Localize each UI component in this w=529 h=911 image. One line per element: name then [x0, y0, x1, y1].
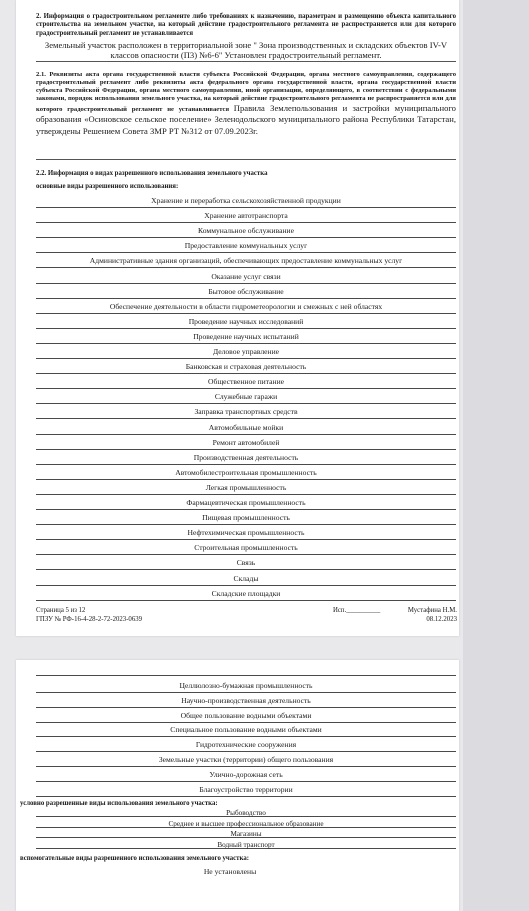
use-row: Хранение автотранспорта [36, 207, 456, 223]
conditional-uses-label: условно разрешенные виды использования земельного участка: [20, 800, 218, 807]
use-row: Целлюлозно-бумажная промышленность [36, 677, 456, 693]
use-row: Нефтехимическая промышленность [36, 524, 456, 540]
use-row: Земельные участки (территории) общего пользования [36, 751, 456, 767]
use-row: Служебные гаражи [36, 388, 456, 404]
use-row: Пищевая промышленность [36, 509, 456, 525]
footer-left [36, 606, 142, 624]
use-row: Водный транспорт [36, 839, 456, 849]
use-row: Научно-производственная деятельность [36, 692, 456, 708]
auxiliary-uses-label: вспомогательные виды разрешенного использования земельного участка: [20, 855, 249, 862]
use-row: Связь [36, 554, 456, 570]
blank-row [36, 674, 456, 676]
executor-name: Мустафина Н.М. [407, 607, 457, 614]
footer-right [333, 606, 457, 624]
divider [36, 159, 456, 160]
use-row: Благоустройство территории [36, 781, 456, 797]
use-row: Деловое управление [36, 343, 456, 359]
section-2-text: Земельный участок расположен в территориальной зоне " Зона производственных и складских объектов IV-V классов опасности (П3) №6-6" Установлен градостроительный регламент. [44, 40, 448, 60]
use-row: Специальное пользование водными объектами [36, 721, 456, 737]
use-row: Производственная деятельность [36, 449, 456, 465]
use-row: Рыбоводство [36, 807, 456, 817]
use-row: Хранение и переработка сельскохозяйственной продукции [36, 192, 456, 208]
use-row: Ремонт автомобилей [36, 434, 456, 450]
use-row: Обеспечение деятельности в области гидрометеорологии и смежных с ней областях [36, 298, 456, 314]
use-row: Автомобильные мойки [36, 419, 456, 435]
page-number: Страница 5 из 12 [36, 607, 86, 614]
section-2-1 [36, 71, 456, 137]
document-id: ГПЗУ № РФ-16-4-28-2-72-2023-0639 [36, 616, 143, 623]
use-row: Проведение научных исследований [36, 313, 456, 329]
use-row: Строительная промышленность [36, 539, 456, 555]
section-2-heading: 2. Информация о градостроительном регламенте либо требованиях к назначению, параметрам и размещению объекта капитального строительства на земельном участке, на который действие градостроительного регламента не распространяется или для которого градостроительный регламент не устанавливается [36, 13, 456, 37]
use-row: Складские площадки [36, 585, 456, 601]
use-row: Проведение научных испытаний [36, 328, 456, 344]
use-row: Оказание услуг связи [36, 268, 456, 284]
use-row: Общественное питание [36, 373, 456, 389]
use-row: Предоставление коммунальных услуг [36, 237, 456, 253]
section-2-2-heading: 2.2. Информация о видах разрешенного использования земельного участка [36, 170, 268, 177]
use-row: Заправка транспортных средств [36, 403, 456, 419]
use-row: Автомобилестроительная промышленность [36, 464, 456, 480]
use-row: Общее пользование водными объектами [36, 707, 456, 723]
use-row: Бытовое обслуживание [36, 283, 456, 299]
use-row: Магазины [36, 828, 456, 838]
divider [36, 61, 456, 62]
use-row: Гидротехнические сооружения [36, 736, 456, 752]
use-row: Склады [36, 570, 456, 586]
section-2-1-heading: 2.1. Реквизиты акта органа государственной власти субъекта Российской Федерации, органа местного самоуправления, содержащего градостроительный регламент либо реквизиты акта федерального органа государственной власти, органа государственной власти субъекта Российской Федерации, органа местного самоуправления, иной организации, определяющего, в соответствии с федеральными законами, порядок использования земельного участка, на который действие градостроительного регламента не распространяется или для которого градостроительный регламент не устанавливается [36, 71, 456, 114]
use-row: Улично-дорожная сеть [36, 766, 456, 782]
document-date: 08.12.2023 [426, 616, 457, 623]
use-row: Административные здания организаций, обеспечивающих предоставление коммунальных услуг [36, 252, 456, 268]
document-page-1 [16, 0, 459, 636]
auxiliary-uses-value: Не установлены [203, 867, 257, 876]
executor-label: Исп.__________ [333, 607, 381, 614]
background-strip [463, 0, 529, 911]
use-row: Легкая промышленность [36, 479, 456, 495]
use-row: Коммунальное обслуживание [36, 222, 456, 238]
use-row: Среднее и высшее профессиональное образование [36, 818, 456, 828]
use-row: Фармацевтическая промышленность [36, 494, 456, 510]
main-uses-label: основные виды разрешенного использования: [36, 183, 179, 190]
section-2-1-text: Правила Землепользования и застройки муниципального образования «Осиновское сельское поселение» Зеленодольского муниципального района Республики Татарстан, утверждены Решением Совета ЗМР РТ №312 от 07.09.2023г. [36, 103, 456, 136]
use-row: Банковская и страховая деятельность [36, 358, 456, 374]
